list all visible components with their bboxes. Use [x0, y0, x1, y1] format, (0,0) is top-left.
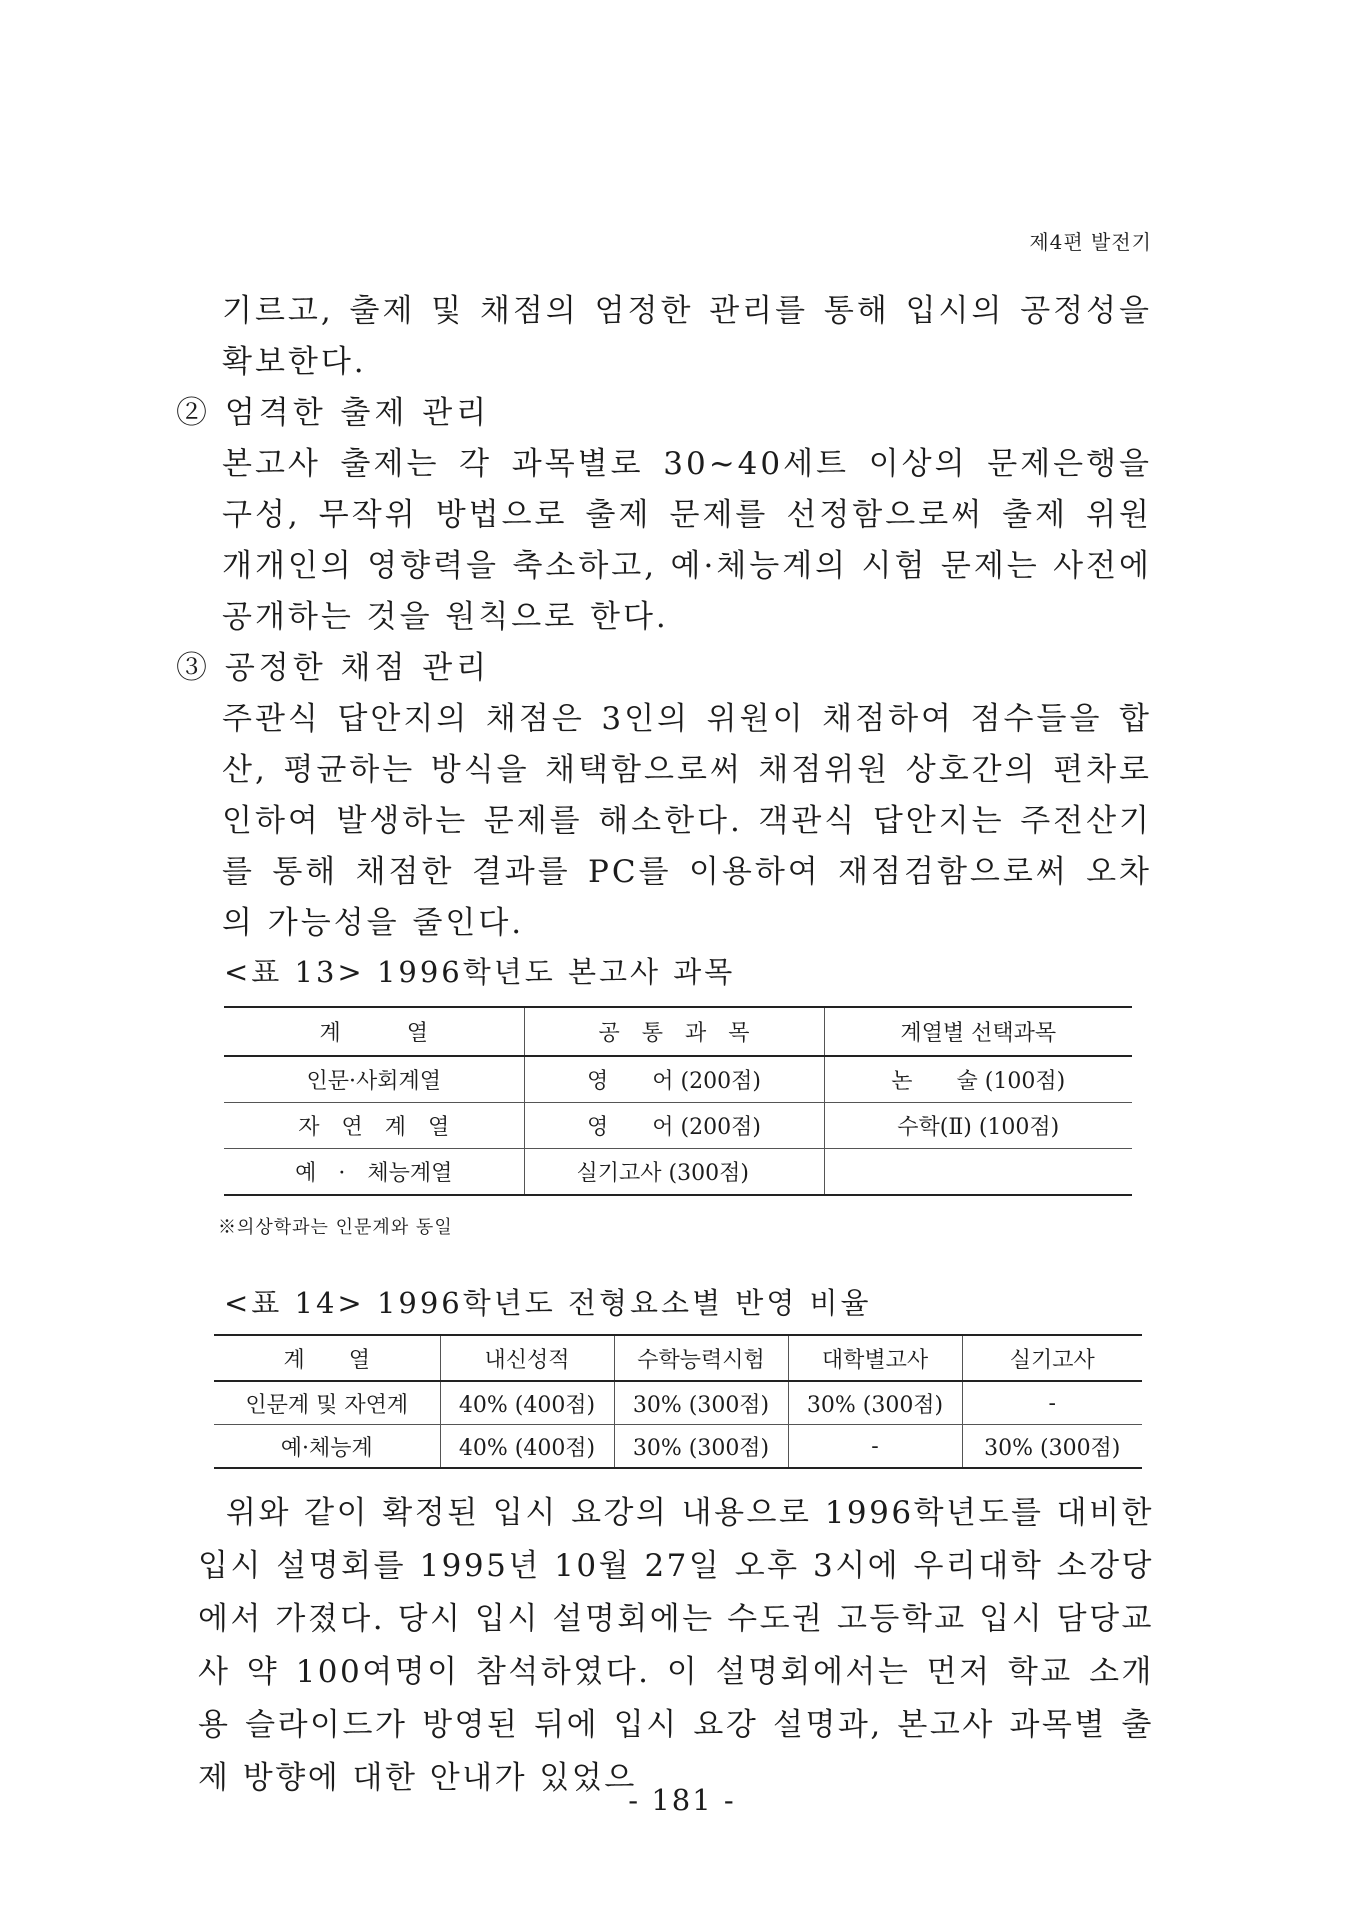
- header-cell: 공 통 과 목: [524, 1007, 824, 1056]
- table-cell: 실기고사 (300점): [524, 1149, 824, 1196]
- table-13: [224, 1006, 1132, 1196]
- page-number: - 181 -: [628, 1783, 736, 1817]
- table-cell: 30% (300점): [614, 1381, 788, 1425]
- table-cell: 논 술 (100점): [824, 1056, 1132, 1103]
- table-cell: 30% (300점): [788, 1381, 962, 1425]
- item-3-title: ③ 공정한 채점 관리: [176, 650, 491, 686]
- body-text: [176, 286, 1152, 949]
- table-cell: [824, 1149, 1132, 1196]
- table-row: [224, 1103, 1132, 1149]
- header-cell: 내신성적: [440, 1335, 614, 1381]
- table-row: [224, 1149, 1132, 1196]
- table-cell: 40% (400점): [440, 1381, 614, 1425]
- table-cell: 예 · 체능계열: [224, 1149, 524, 1196]
- table-cell: 인문계 및 자연계: [214, 1381, 440, 1425]
- table-cell: 예·체능계: [214, 1425, 440, 1469]
- header-cell: 실기고사: [962, 1335, 1142, 1381]
- table-header-row: [214, 1335, 1142, 1381]
- closing-text: [198, 1487, 1154, 1805]
- header-cell: 계 열: [224, 1007, 524, 1056]
- header-cell: 계 열: [214, 1335, 440, 1381]
- item-3-paragraph: 주관식 답안지의 채점은 3인의 위원이 채점하여 점수들을 합산, 평균하는 방식을 채택함으로써 채점위원 상호간의 편차로 인하여 발생하는 문제를 해소한다. 객관식 답안지는 주전산기를 통해 채점한 결과를 PC를 이용하여 재점검함으로써 오차의 가능성을 줄인다.: [222, 701, 1152, 941]
- table-row: [224, 1056, 1132, 1103]
- table-cell: 영 어 (200점): [524, 1056, 824, 1103]
- table-row: [214, 1425, 1142, 1469]
- table-13-note: ※의상학과는 인문계와 동일: [218, 1217, 453, 1238]
- header-cell: 수학능력시험: [614, 1335, 788, 1381]
- table-cell: 영 어 (200점): [524, 1103, 824, 1149]
- table-header-row: [224, 1007, 1132, 1056]
- table-14: [214, 1334, 1142, 1469]
- section-header: 제4편 발전기: [1029, 230, 1152, 254]
- header-cell: 계열별 선택과목: [824, 1007, 1132, 1056]
- item-2-title: ② 엄격한 출제 관리: [176, 395, 491, 431]
- table-cell: 인문·사회계열: [224, 1056, 524, 1103]
- table-row: [214, 1381, 1142, 1425]
- table-cell: -: [962, 1381, 1142, 1425]
- intro-paragraph: 기르고, 출제 및 채점의 엄정한 관리를 통해 입시의 공정성을 확보한다.: [222, 293, 1152, 380]
- table-13-caption: <표 13> 1996학년도 본고사 과목: [224, 955, 736, 989]
- table-cell: 수학(Ⅱ) (100점): [824, 1103, 1132, 1149]
- table-14-caption: <표 14> 1996학년도 전형요소별 반영 비율: [224, 1286, 872, 1320]
- table-cell: 자 연 계 열: [224, 1103, 524, 1149]
- item-2-paragraph: 본고사 출제는 각 과목별로 30~40세트 이상의 문제은행을 구성, 무작위 방법으로 출제 문제를 선정함으로써 출제 위원 개개인의 영향력을 축소하고, 예·체능계의 시험 문제는 사전에 공개하는 것을 원칙으로 한다.: [222, 446, 1152, 635]
- header-cell: 대학별고사: [788, 1335, 962, 1381]
- table-cell: 30% (300점): [614, 1425, 788, 1469]
- table-cell: 40% (400점): [440, 1425, 614, 1469]
- table-cell: 30% (300점): [984, 1435, 1121, 1461]
- table-cell: -: [788, 1425, 962, 1469]
- closing-paragraph: 위와 같이 확정된 입시 요강의 내용으로 1996학년도를 대비한 입시 설명회를 1995년 10월 27일 오후 3시에 우리대학 소강당에서 가졌다. 당시 입시 설명회에는 수도권 고등학교 입시 담당교사 약 100여명이 참석하였다. 이 설명회에서는 먼저 학교 소개용 슬라이드가 방영된 뒤에 입시 요강 설명과, 본고사 과목별 출제 방향에 대한 안내가 있었으: [198, 1495, 1154, 1796]
